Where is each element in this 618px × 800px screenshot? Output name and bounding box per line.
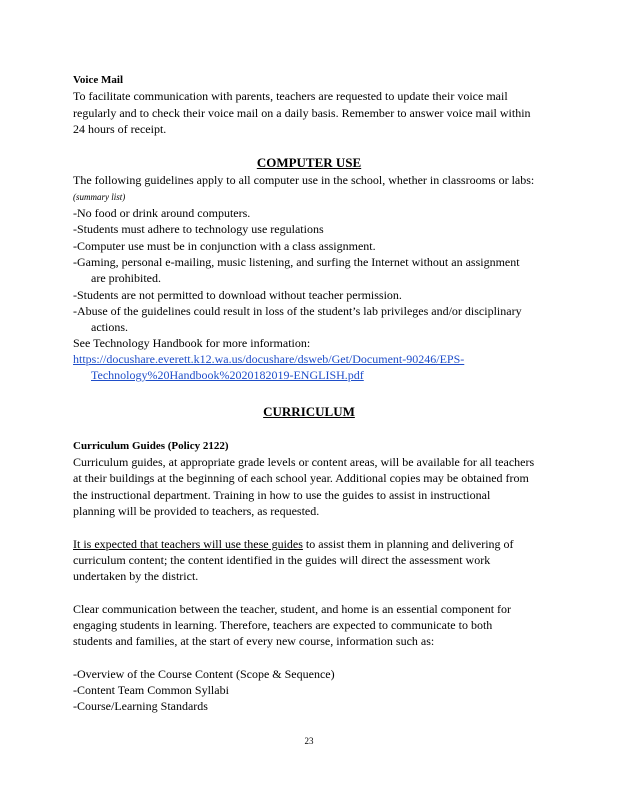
curriculum-para1-line-4: planning will be provided to teachers, as requested. [73,504,320,518]
computer-rule-5: -Students are not permitted to download without teacher permission. [73,288,402,302]
curriculum-list-item-1: -Overview of the Course Content (Scope & Sequence) [73,667,335,681]
voice-mail-line-2: regularly and to check their voice mail on a daily basis. Remember to answer voice mail within [73,106,531,120]
computer-rule-2: -Students must adhere to technology use regulations [73,222,324,236]
computer-rule-6-cont: actions. [91,320,128,334]
curriculum-para1-line-2: at their buildings at the beginning of each school year. Additional copies may be obtained from [73,471,529,485]
curriculum-para3-line-3: students and families, at the start of every new course, information such as: [73,634,435,648]
curriculum-para2-line-2: curriculum content; the content identified in the guides will direct the assessment work [73,553,491,567]
computer-rule-4: -Gaming, personal e-mailing, music listening, and surfing the Internet without an assignment [73,255,520,269]
curriculum-para2-line-1 [73,536,514,552]
computer-rule-1: -No food or drink around computers. [73,206,251,220]
expectation-underlined: It is expected that teachers will use these guides [73,537,303,551]
expectation-rest: to assist them in planning and delivering of [302,537,514,551]
see-handbook-line: See Technology Handbook for more information: [73,336,311,350]
curriculum-guides-heading: Curriculum Guides (Policy 2122) [73,440,229,452]
voice-mail-line-1: To facilitate communication with parents, teachers are requested to update their voice mail [73,89,508,103]
curriculum-para1-line-3: the instructional department. Training in how to use the guides to assist in instructional [73,488,491,502]
curriculum-list-item-3: -Course/Learning Standards [73,699,208,713]
curriculum-list-item-2: -Content Team Common Syllabi [73,683,229,697]
curriculum-title: CURRICULUM [263,404,355,419]
curriculum-para3-line-2: engaging students in learning. Therefore, teachers are expected to communicate to both [73,618,493,632]
handbook-link-line-1[interactable]: https://docushare.everett.k12.wa.us/docushare/dsweb/Get/Document-90246/EPS- [73,352,465,366]
voice-mail-heading: Voice Mail [73,74,123,86]
summary-note: (summary list) [73,192,126,202]
computer-rule-6: -Abuse of the guidelines could result in loss of the student’s lab privileges and/or disciplinary [73,304,522,318]
curriculum-para2-line-3: undertaken by the district. [73,569,199,583]
page-number: 23 [304,736,314,746]
computer-use-intro: The following guidelines apply to all computer use in the school, whether in classrooms or labs: [73,173,535,187]
curriculum-para3-line-1: Clear communication between the teacher, student, and home is an essential component for [73,602,512,616]
voice-mail-line-3: 24 hours of receipt. [73,122,167,136]
computer-use-title: COMPUTER USE [256,155,362,170]
handbook-link-line-2[interactable]: Technology%20Handbook%2020182019-ENGLISH.pdf [91,368,364,382]
curriculum-para1-line-1: Curriculum guides, at appropriate grade levels or content areas, will be available for all teachers [73,455,535,469]
computer-rule-3: -Computer use must be in conjunction with a class assignment. [73,239,376,253]
computer-rule-4-cont: are prohibited. [91,271,161,285]
